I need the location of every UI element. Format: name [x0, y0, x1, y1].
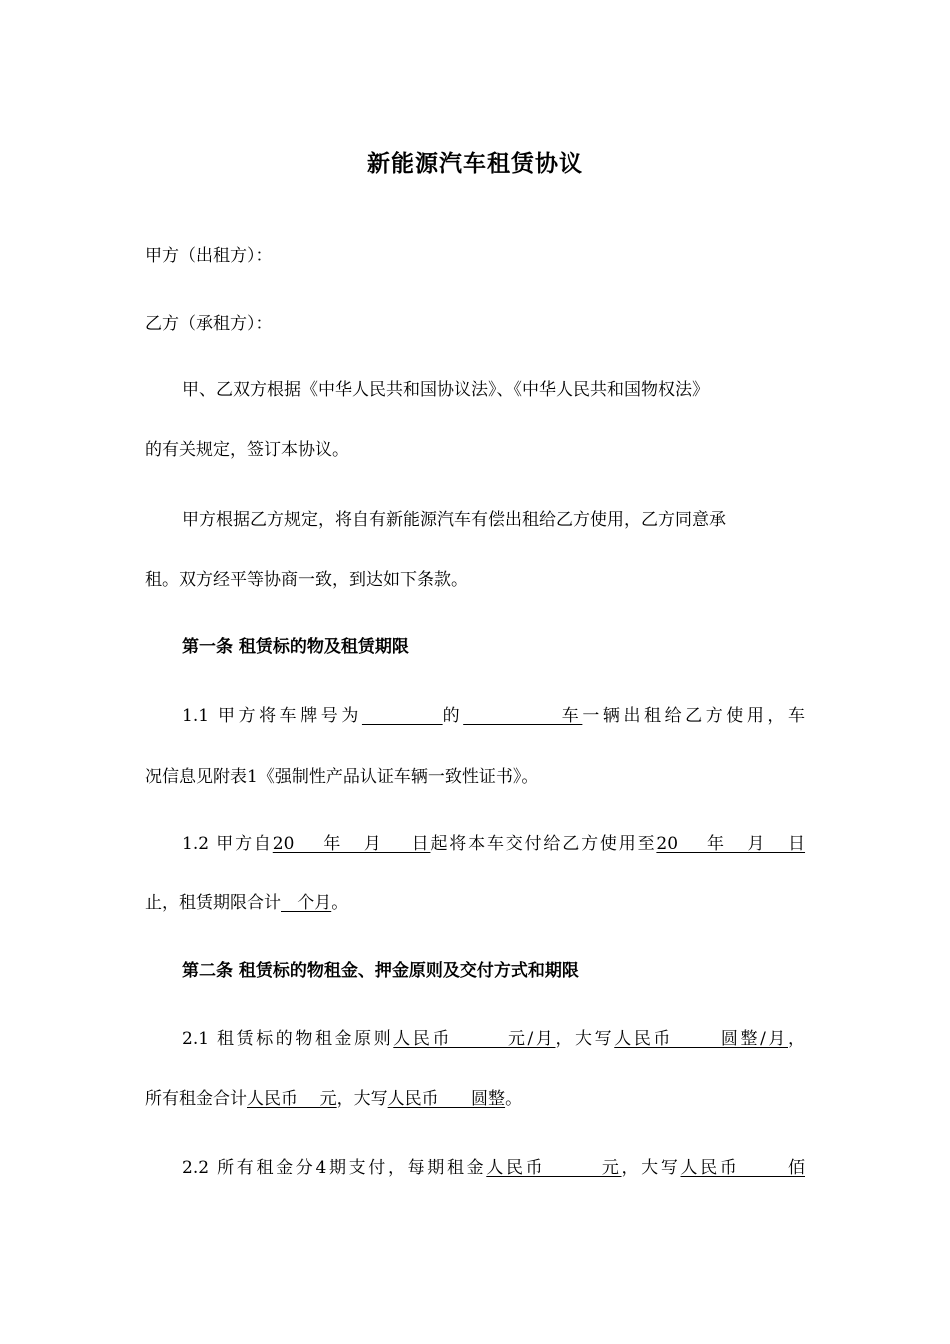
plate-number-blank: [362, 706, 443, 726]
months-blank: 个月: [281, 893, 332, 913]
party-b-label: 乙方（承租方）：: [145, 314, 273, 334]
clause-1-2-text-a: 1.2 甲方自: [182, 834, 273, 854]
clause-2-1-text-d: 所有租金合计: [145, 1089, 247, 1109]
article-1-heading: 第一条 租赁标的物及租赁期限: [182, 637, 409, 657]
installment-words-blank: 人民币 佰: [680, 1158, 805, 1178]
article-2-heading: 第二条 租赁标的物租金、押金原则及交付方式和期限: [182, 961, 579, 981]
car-model-blank: 车: [463, 706, 583, 726]
clause-2-1-text-e: ，大写: [336, 1089, 388, 1109]
document-title: 新能源汽车租赁协议: [367, 150, 583, 177]
party-a-label: 甲方（出租方）：: [145, 246, 273, 266]
clause-1-1-text-c: 一辆出租给乙方使用，车: [582, 706, 805, 726]
clause-1-2-line-2: [145, 890, 805, 916]
clause-2-2-line-1: [182, 1155, 805, 1181]
clause-1-1-line-1: [182, 703, 805, 729]
clause-1-1-text-a: 1.1 甲方将车牌号为: [182, 706, 362, 726]
clause-2-1-text-f: 。: [505, 1089, 523, 1109]
clause-2-2-text-b: ，大写: [621, 1158, 681, 1178]
clause-1-2-text-c: 止，租赁期限合计: [145, 893, 281, 913]
clause-1-2-text-b: 起将本车交付给乙方使用至: [430, 834, 657, 854]
clause-2-1-line-2: [145, 1086, 805, 1112]
clause-2-1-line-1: [182, 1026, 805, 1052]
clause-2-1-text-b: ，大写: [555, 1029, 615, 1049]
installment-amount-blank: 人民币 元: [486, 1158, 622, 1178]
clause-2-2-text-a: 2.2 所有租金分4期支付，每期租金: [182, 1158, 487, 1178]
intro-line-1: 甲方根据乙方规定，将自有新能源汽车有偿出租给乙方使用，乙方同意承: [182, 510, 726, 530]
total-rent-words-blank: 人民币 圆整: [387, 1089, 506, 1109]
preamble-line-1: 甲、乙双方根据《中华人民共和国协议法》、《中华人民共和国物权法》: [182, 380, 709, 400]
total-rent-blank: 人民币 元: [247, 1089, 337, 1109]
intro-line-2: 租。双方经平等协商一致，到达如下条款。: [145, 570, 468, 590]
clause-1-1-line-2: 况信息见附表1《强制性产品认证车辆一致性证书》。: [145, 767, 539, 787]
clause-1-2-line-1: [182, 831, 805, 857]
start-date-blank: 20 年 月 日: [272, 834, 431, 854]
clause-1-1-text-b: 的: [442, 706, 464, 726]
clause-2-1-text-c: ，: [788, 1029, 805, 1049]
end-date-blank: 20 年 月 日: [656, 834, 806, 854]
clause-2-1-text-a: 2.1 租赁标的物租金原则: [182, 1029, 394, 1049]
clause-1-2-text-d: 。: [331, 893, 349, 913]
monthly-rent-blank: 人民币 元/月: [393, 1029, 556, 1049]
preamble-line-2: 的有关规定，签订本协议。: [145, 440, 349, 460]
monthly-rent-words-blank: 人民币 圆整/月: [614, 1029, 788, 1049]
